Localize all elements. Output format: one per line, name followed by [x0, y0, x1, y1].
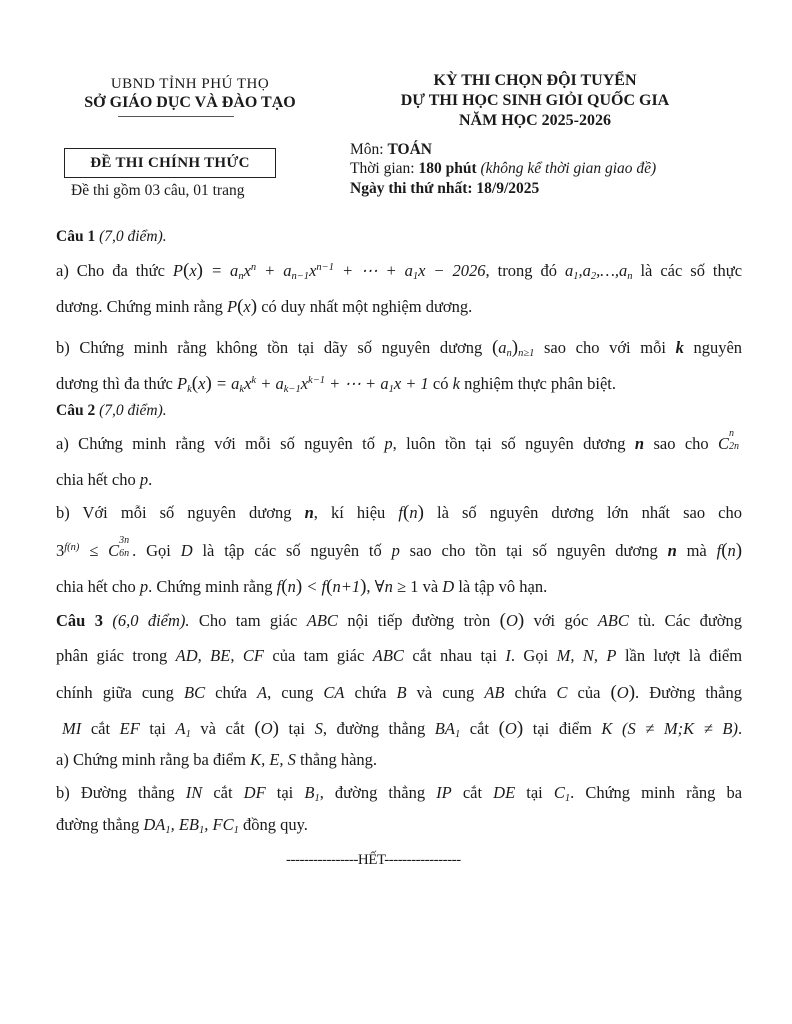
- exam-title-line3: NĂM HỌC 2025-2026: [459, 112, 611, 129]
- q3-I: I: [505, 646, 511, 665]
- q3b-DE: DE: [493, 783, 516, 802]
- q3-text: chứa: [215, 683, 247, 702]
- department-underline: [118, 116, 234, 117]
- question-label: Câu 1: [56, 228, 96, 245]
- q2b-line3-mid2: và: [422, 577, 439, 596]
- q3-K: K: [601, 719, 613, 738]
- q3-BA1: $BA_1$: [434, 719, 461, 740]
- q3-bisectors: AD, BE, CF: [175, 646, 264, 665]
- q3b-text: . Chứng minh rằng ba: [570, 783, 743, 802]
- q3-ABC: ABC: [372, 646, 404, 665]
- q3-text: chứa: [514, 683, 547, 702]
- subject-line: [350, 141, 432, 159]
- q3-line4: [62, 718, 742, 740]
- q3-text: và cung: [416, 683, 475, 702]
- q2b-prefix: b) Với mỗi số nguyên dương: [56, 503, 292, 522]
- question-points: (7,0 điểm).: [99, 402, 167, 419]
- q3-text: . Đường thẳng: [635, 683, 742, 702]
- q1a-suffix: là các số thực: [640, 261, 743, 280]
- q2b-line3-end: là tập vô hạn.: [458, 577, 548, 596]
- q3b-text: , đường thẳng: [319, 783, 426, 802]
- q3-S: S: [314, 719, 323, 738]
- q3b-IN: IN: [185, 783, 203, 802]
- q2b-mid: , kí hiệu: [313, 503, 386, 522]
- q2a-p2: p: [139, 470, 149, 489]
- department-name: SỞ GIÁO DỤC VÀ ĐÀO TẠO: [84, 94, 296, 111]
- q2b-D2: D: [442, 577, 455, 596]
- q1b-line2-start: dương thì đa thức: [56, 374, 173, 393]
- q3b-prefix: b) Đường thẳng: [56, 783, 175, 802]
- q3-text: cắt nhau tại: [412, 646, 497, 665]
- q2a-binomial: C n 2n: [718, 428, 740, 453]
- question-points: (7,0 điểm).: [99, 228, 167, 245]
- q3-O: (O): [610, 682, 636, 703]
- q3-text: tại: [149, 719, 166, 738]
- official-exam-label: ĐỀ THI CHÍNH THỨC: [90, 154, 250, 171]
- q1b-mid: sao cho với mỗi: [544, 338, 666, 357]
- authority-name: UBND TỈNH PHÚ THỌ: [110, 76, 270, 92]
- q3-text: tù. Các đường: [638, 611, 743, 630]
- question-label: Câu 2: [56, 402, 96, 419]
- q3-ABC: ABC: [597, 611, 629, 630]
- q3-AB: AB: [484, 683, 505, 702]
- q1b-prefix: b) Chứng minh rằng không tồn tại dãy số nguyên dương: [56, 338, 483, 357]
- q1a-mid: , trong đó: [485, 261, 557, 280]
- q3b-text: tại: [526, 783, 543, 802]
- q3-text: cắt: [469, 719, 490, 738]
- official-exam-badge: [64, 148, 276, 178]
- q3-text: với góc: [533, 611, 589, 630]
- q1b-line1: [56, 337, 742, 359]
- q3-text: chính giữa cung: [56, 683, 174, 702]
- time-label: Thời gian:: [350, 160, 419, 177]
- q3-B: B: [396, 683, 407, 702]
- q2b-inequality2: f(n) < f(n+1), ∀n ≥ 1: [276, 576, 419, 597]
- page-info: Đề thi gồm 03 câu, 01 trang: [71, 182, 245, 199]
- q3b-C1: $C_1$: [553, 783, 571, 804]
- q3-text: phân giác trong: [56, 646, 168, 665]
- q1b-line2-end: nghiệm thực phân biệt.: [464, 374, 616, 393]
- subject-value: TOÁN: [387, 141, 432, 158]
- q3b-line2: [56, 815, 742, 836]
- q3-text: , cung: [267, 683, 314, 702]
- q1a-line2: [56, 296, 742, 318]
- q2b-p2: p: [139, 577, 149, 596]
- q2b-inequality: $3^{f(n)} \le C$ 3n 6n: [56, 535, 130, 560]
- q3b-B1: $B_1$: [304, 783, 320, 804]
- q3-A1: $A_1$: [175, 719, 191, 740]
- q3-O: (O): [254, 718, 279, 739]
- q2b-n: n: [304, 503, 314, 522]
- question-label: Câu 3: [56, 611, 103, 630]
- q2b-line2-mid4: mà: [686, 541, 707, 560]
- time-line: [350, 160, 656, 178]
- q3b-line2-start: đường thẳng: [56, 815, 140, 834]
- q1b-line2: [56, 373, 742, 395]
- exam-title-line1: KỲ THI CHỌN ĐỘI TUYỂN: [433, 72, 637, 89]
- q3a-points: K, E, S: [250, 750, 296, 769]
- q1a-line2-end: có duy nhất một nghiệm dương.: [261, 297, 473, 316]
- q2b-line2-mid: . Gọi: [132, 541, 171, 560]
- q3-text: , đường thẳng: [322, 719, 426, 738]
- q2b-fn2: f(n): [716, 540, 743, 561]
- q3-MNP: M, N, P: [556, 646, 617, 665]
- q3a-prefix: a) Chứng minh rằng ba điểm: [56, 750, 246, 769]
- q2a-prefix: a) Chứng minh rằng với mỗi số nguyên tố: [56, 434, 375, 453]
- q2b-line3-mid: . Chứng minh rằng: [148, 577, 273, 596]
- q3-CA: CA: [323, 683, 345, 702]
- q3-line2: [56, 646, 742, 666]
- q3a-line: [56, 750, 742, 770]
- q3b-line2-end: đồng quy.: [242, 815, 308, 834]
- q1a-coeffs: $a_1,a_2,\dots,a_n$: [564, 261, 633, 282]
- q3-EF: EF: [119, 719, 140, 738]
- q3-text: cắt: [90, 719, 111, 738]
- q2a-line2-end: .: [148, 470, 153, 489]
- q2b-D: D: [180, 541, 193, 560]
- q3-text: tại: [288, 719, 306, 738]
- exam-date: Ngày thi thứ nhất: 18/9/2025: [350, 180, 540, 197]
- q2a-n: n: [634, 434, 645, 453]
- q2a-p: p: [384, 434, 393, 453]
- q1a-formula: $P(x) = a_nx^n + a_{n-1}x^{n-1}$ + ⋯ + $a_1x - 2026$: [172, 260, 486, 282]
- q3b-lines: $DA_1$, $EB_1$, $FC_1$: [143, 815, 239, 836]
- q1b-formula: $P_k(x) = a_kx^k + a_{k-1}x^{k-1}$ + ⋯ + $a_1x + 1$: [177, 373, 429, 395]
- q3-O: (O): [498, 718, 524, 739]
- q2b-line2-mid3: sao cho tồn tại số nguyên dương: [409, 541, 658, 560]
- time-value: 180 phút: [418, 160, 477, 177]
- q2b-p: p: [391, 541, 400, 560]
- q3-A: A: [257, 683, 268, 702]
- q2a-line2-text: chia hết cho: [56, 470, 136, 489]
- q3-text: Cho tam giác: [198, 611, 298, 630]
- q3-MI: MI: [62, 719, 82, 738]
- q2b-line3-start: chia hết cho: [56, 577, 136, 596]
- q1b-k: k: [675, 338, 684, 357]
- q2b-line2: [56, 535, 743, 562]
- q3-BC: BC: [183, 683, 206, 702]
- q3-line3: [56, 682, 742, 704]
- q3-condition: (S ≠ M;K ≠ B).: [621, 719, 743, 738]
- q2b-line3: [56, 576, 742, 598]
- q3-text: lần lượt là điểm: [624, 646, 743, 665]
- q3-text: . Gọi: [510, 646, 549, 665]
- q1a-line1: [56, 260, 742, 282]
- q3-text: và cắt: [200, 719, 245, 738]
- q3b-DF: DF: [243, 783, 266, 802]
- q3b-line1: [56, 783, 742, 804]
- q1a-prefix: a) Cho đa thức: [56, 261, 165, 280]
- q2b-n2: n: [667, 541, 677, 560]
- q3a-suffix: thẳng hàng.: [300, 750, 378, 769]
- q1b-line2-mid: có: [432, 374, 449, 393]
- q3-text: tại điểm: [532, 719, 592, 738]
- q3-O: (O): [499, 610, 525, 631]
- q2a-mid: , luôn tồn tại số nguyên dương: [392, 434, 626, 453]
- q3-text: của: [577, 683, 601, 702]
- q2b-suffix: là số nguyên dương lớn nhất sao cho: [437, 503, 742, 522]
- q3-text: chứa: [354, 683, 387, 702]
- q3b-text: cắt: [213, 783, 233, 802]
- end-marker: ----------------HẾT-----------------: [286, 852, 461, 868]
- q2a-line2: [56, 470, 742, 490]
- subject-label: Môn:: [350, 141, 388, 158]
- q2b-line2-mid2: là tập các số nguyên tố: [202, 541, 382, 560]
- q3b-text: cắt: [462, 783, 483, 802]
- q3-ABC: ABC: [306, 611, 338, 630]
- q3-text: của tam giác: [272, 646, 365, 665]
- q2a-suffix: sao cho: [653, 434, 709, 453]
- q3-text: nội tiếp đường tròn: [347, 611, 491, 630]
- q3b-text: tại: [276, 783, 294, 802]
- q2b-line1: [56, 502, 742, 524]
- q3-line1: [56, 610, 742, 632]
- q1b-k2: k: [452, 374, 460, 393]
- exam-title-line2: DỰ THI HỌC SINH GIỎI QUỐC GIA: [400, 92, 670, 109]
- q3b-IP: IP: [436, 783, 452, 802]
- q1b-sequence: $(a_n)_{n\ge 1}$: [491, 337, 535, 359]
- time-note: (không kể thời gian giao đề): [480, 160, 657, 177]
- question-1-heading: [56, 228, 742, 246]
- q1a-line2-start: dương. Chứng minh rằng: [56, 297, 223, 316]
- q3-C: C: [556, 683, 568, 702]
- q2b-fn: f(n): [398, 502, 424, 523]
- question-points: (6,0 điểm).: [112, 611, 190, 630]
- q2a-line1: [56, 428, 742, 454]
- q1a-px: P(x): [226, 296, 258, 317]
- q1b-suffix: nguyên: [693, 338, 743, 357]
- question-2-heading: [56, 402, 742, 420]
